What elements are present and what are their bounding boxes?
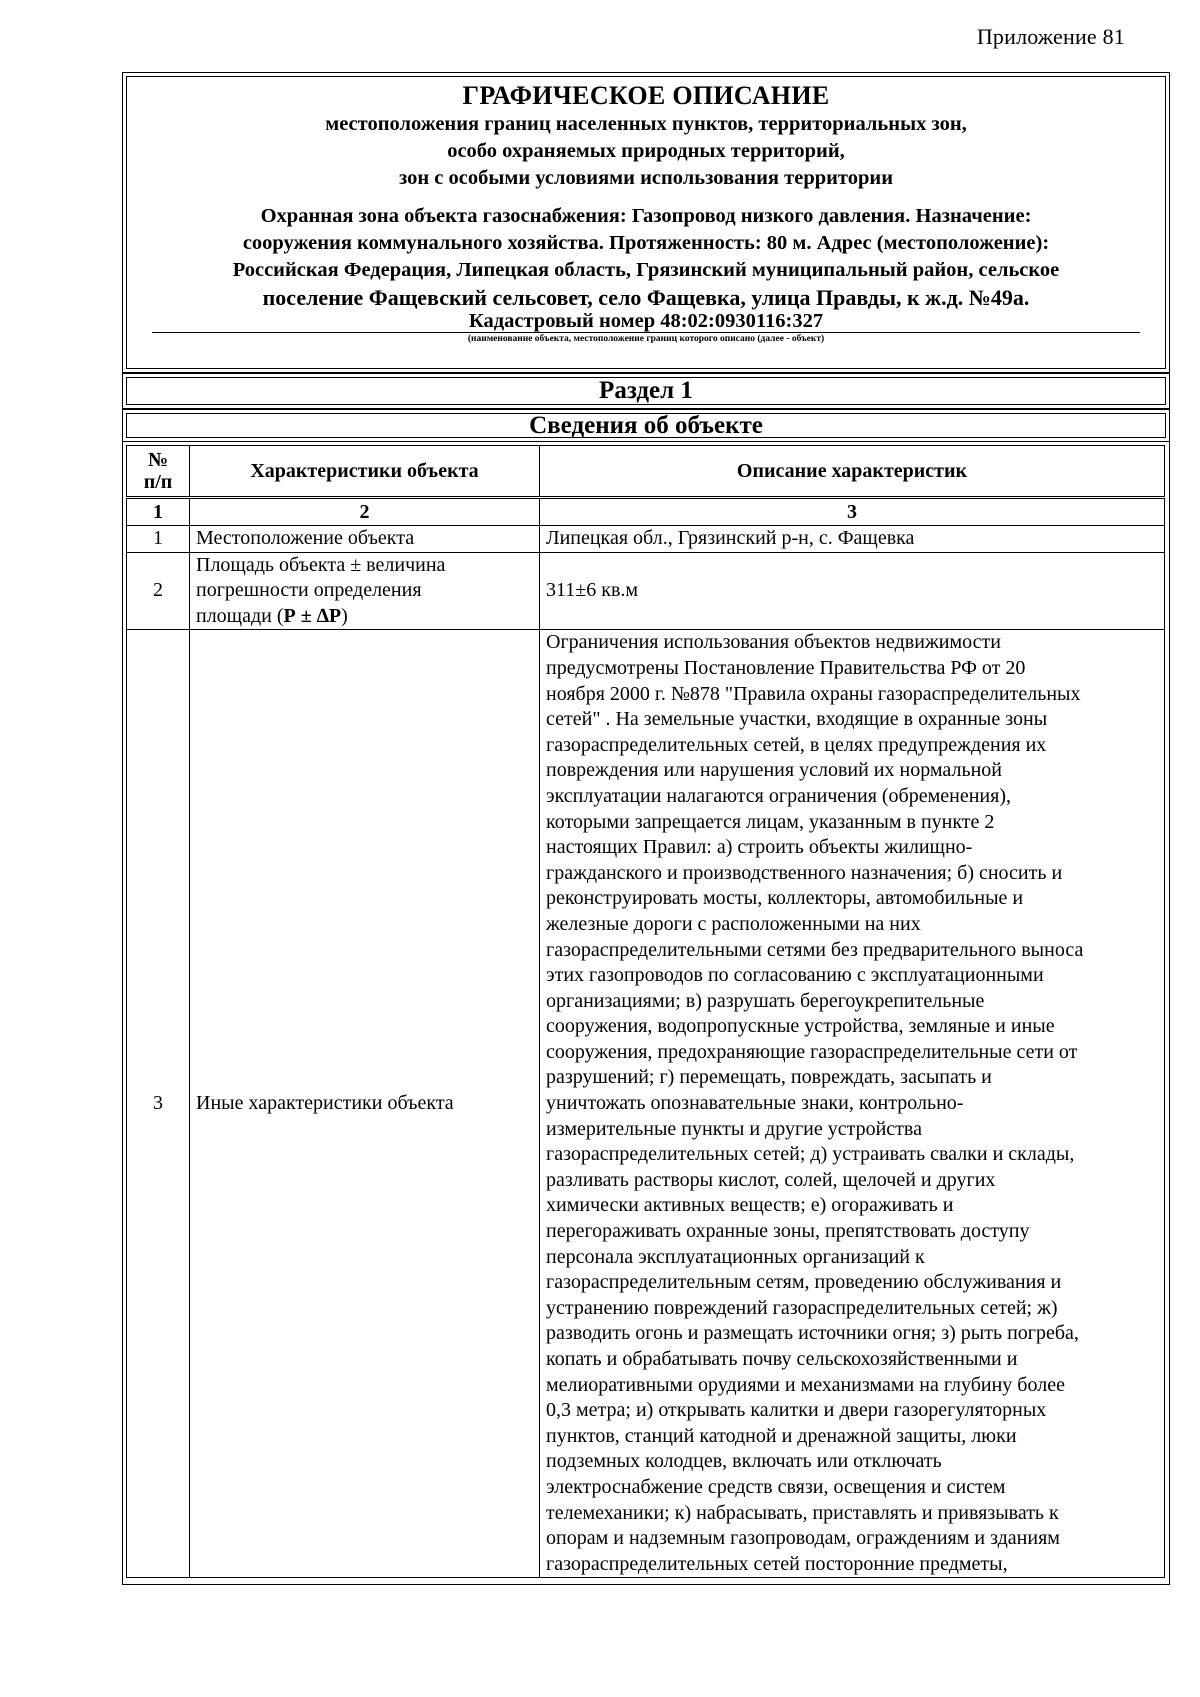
row-description xyxy=(540,630,1165,1578)
description-line: телемеханики; к) набрасывать, приставлять и привязывать к xyxy=(546,1501,1059,1524)
description-line: организациями; в) разрушать берегоукрепительные xyxy=(546,989,985,1012)
object-description-line: Охранная зона объекта газоснабжения: Газопровод низкого давления. Назначение: xyxy=(260,205,1032,227)
table-row xyxy=(127,526,1165,553)
object-info-table xyxy=(126,445,1165,1578)
section-title: Сведения об объекте xyxy=(126,413,1166,438)
description-line: предусмотрены Постановление Правительства РФ от 20 xyxy=(546,656,1026,679)
description-line: газораспределительными сетями без предварительного выноса xyxy=(546,938,1084,961)
characteristic-line: Площадь объекта ± величина xyxy=(196,553,446,576)
row-characteristic: Иные характеристики объекта xyxy=(190,630,540,1578)
table-row xyxy=(127,552,1165,630)
object-description-line: поселение Фащевский сельсовет, село Фащевка, улица Правды, к ж.д. №49а. xyxy=(262,285,1030,310)
section-number-bar xyxy=(122,373,1170,409)
subtitle-line: зон с особыми условиями использования территории xyxy=(398,167,894,189)
description-line: устранению повреждений газораспределительных сетей; ж) xyxy=(546,1296,1058,1319)
table-header-row xyxy=(127,446,1165,498)
description-line: повреждения или нарушения условий их нормальной xyxy=(546,759,1002,782)
table-index-row xyxy=(127,498,1165,526)
description-line: пунктов, станций катодной и дренажной защиты, люки xyxy=(546,1424,1017,1447)
index-cell: 3 xyxy=(540,498,1165,526)
header-description: Описание характеристик xyxy=(540,446,1165,498)
description-line: сооружения, предохраняющие газораспределительные сети от xyxy=(546,1040,1078,1063)
description-line: разрушений; г) перемещать, повреждать, засыпать и xyxy=(546,1066,992,1089)
header-characteristics: Характеристики объекта xyxy=(190,446,540,498)
description-line: настоящих Правил: а) строить объекты жилищно- xyxy=(546,836,973,859)
description-line: гражданского и производственного назначения; б) сносить и xyxy=(546,861,1063,884)
description-line: мелиоративными орудиями и механизмами на глубину более xyxy=(546,1373,1065,1396)
description-line: уничтожать опознавательные знаки, контрольно- xyxy=(546,1092,964,1115)
characteristic-text: площади ( xyxy=(196,604,284,627)
cadastral-number: Кадастровый номер 48:02:0930116:327 xyxy=(468,310,824,332)
description-line: опорам и надземным газопроводам, ограждениям и зданиям xyxy=(546,1527,1060,1550)
description-line: разливать растворы кислот, солей, щелочей и других xyxy=(546,1168,996,1191)
description-line: сооружения, водопропускные устройства, земляные и иные xyxy=(546,1015,1055,1038)
table-row xyxy=(127,630,1165,1578)
characteristic-text: ) xyxy=(341,604,348,627)
object-description-line: сооружения коммунального хозяйства. Протяженность: 80 м. Адрес (местоположение): xyxy=(242,232,1050,254)
description-line: подземных колодцев, включать или отключать xyxy=(546,1450,942,1473)
row-description: Липецкая обл., Грязинский р-н, с. Фащевка xyxy=(540,526,1165,553)
appendix-label: Приложение 81 xyxy=(976,24,1125,49)
document-title: ГРАФИЧЕСКОЕ ОПИСАНИЕ xyxy=(462,81,830,110)
object-description xyxy=(127,203,1165,345)
object-info-table-frame xyxy=(122,441,1170,1585)
description-line: эксплуатации налагаются ограничения (обременения), xyxy=(546,784,1011,807)
description-line: газораспределительных сетей посторонние предметы, xyxy=(546,1552,1008,1575)
section-number: Раздел 1 xyxy=(126,377,1166,405)
document-header xyxy=(122,72,1170,373)
subtitle-line: особо охраняемых природных территорий, xyxy=(447,140,845,162)
row-description: 311±6 кв.м xyxy=(540,552,1165,630)
description-line: сетей" . На земельные участки, входящие в охранные зоны xyxy=(546,708,1048,731)
index-cell: 1 xyxy=(127,498,190,526)
description-line: газораспределительным сетям, проведению обслуживания и xyxy=(546,1271,1062,1294)
description-line: реконструировать мосты, коллекторы, автомобильные и xyxy=(546,887,1024,910)
row-number: 1 xyxy=(127,526,190,553)
description-line: газораспределительных сетей; д) устраивать свалки и склады, xyxy=(546,1143,1075,1166)
description-line: 0,3 метра; и) открывать калитки и двери газорегуляторных xyxy=(546,1399,1047,1422)
description-line: железные дороги с расположенными на них xyxy=(546,912,921,935)
description-line: газораспределительных сетей, в целях предупреждения их xyxy=(546,733,1047,756)
description-line: измерительные пункты и другие устройства xyxy=(546,1117,922,1140)
characteristic-line: погрешности определения xyxy=(196,579,422,602)
description-line: Ограничения использования объектов недвижимости xyxy=(546,631,1001,654)
object-description-line: Российская Федерация, Липецкая область, Грязинский муниципальный район, сельское xyxy=(232,259,1060,281)
name-caption: (наименование объекта, местоположение границ которого описано (далее - объект) xyxy=(467,334,825,344)
characteristic-line xyxy=(196,604,533,630)
row-characteristic xyxy=(190,552,540,630)
section-title-bar xyxy=(122,409,1170,442)
subtitle-line: местоположения границ населенных пунктов, территориальных зон, xyxy=(325,113,967,135)
description-line: которыми запрещается лицам, указанным в пункте 2 xyxy=(546,810,995,833)
header-num: № п/п xyxy=(127,446,190,498)
description-line: этих газопроводов по согласованию с эксплуатационными xyxy=(546,964,1044,987)
description-line: ноября 2000 г. №878 "Правила охраны газораспределительных xyxy=(546,682,1081,705)
description-line: электроснабжение средств связи, освещения и систем xyxy=(546,1475,1006,1498)
row-number: 3 xyxy=(127,630,190,1578)
row-characteristic: Местоположение объекта xyxy=(190,526,540,553)
index-cell: 2 xyxy=(190,498,540,526)
header-inner-frame xyxy=(126,76,1166,369)
area-formula: Р ± ∆Р xyxy=(283,604,342,627)
description-line: персонала эксплуатационных организаций к xyxy=(546,1245,925,1268)
description-line: разводить огонь и размещать источники огня; з) рыть погреба, xyxy=(546,1322,1079,1345)
row-number: 2 xyxy=(127,552,190,630)
description-line: копать и обрабатывать почву сельскохозяйственными и xyxy=(546,1348,1018,1370)
description-line: перегораживать охранные зоны, препятствовать доступу xyxy=(546,1220,1030,1243)
description-line: химически активных веществ; е) огораживать и xyxy=(546,1194,954,1217)
